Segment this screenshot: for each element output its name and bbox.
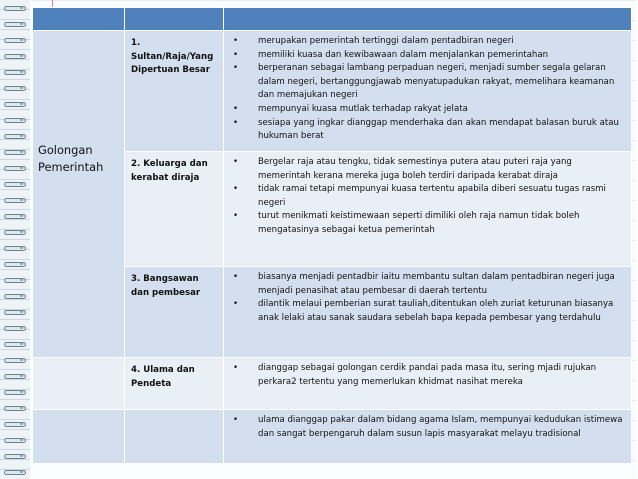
binding-ring [4, 262, 26, 267]
binding-ring [4, 406, 26, 411]
binding-ring [4, 374, 26, 379]
binding-ring [4, 342, 26, 347]
group-cell-empty [33, 410, 125, 464]
binding-ring [4, 310, 26, 315]
binding-ring [4, 166, 26, 171]
table-row [33, 358, 632, 410]
subgroup-label [125, 410, 224, 464]
bullet-icon: • [233, 117, 239, 128]
binding-ring [4, 70, 26, 75]
binding-ring [4, 182, 26, 187]
binding-ring [4, 214, 26, 219]
list-item: • tidak ramai tetapi mempunyai kuasa tertentu apabila diberi sesuatu tugas rasmi negeri [233, 184, 606, 208]
header-cell-subgroup [125, 8, 224, 31]
bullet-icon: • [233, 63, 239, 74]
bullet-icon: • [233, 157, 239, 167]
binding-ring [4, 134, 26, 139]
bullet-icon: • [233, 363, 239, 373]
bullet-icon: • [233, 415, 239, 425]
binding-ring [4, 390, 26, 395]
list-item: • sesiapa yang ingkar dianggap menderhaka dan akan mendapat balasan buruk atau hukuman berat [233, 117, 619, 142]
binding-ring [4, 326, 26, 331]
description-cell [224, 410, 632, 464]
list-item: • biasanya menjadi pentadbir iaitu membantu sultan dalam pentadbiran negeri juga menjadi penasihat atau pembesar di daerah tertentu [233, 272, 615, 296]
description-cell [224, 358, 632, 410]
binding-ring [4, 470, 26, 475]
binding-ring [4, 54, 26, 59]
binding-ring [4, 150, 26, 155]
binding-ring [4, 198, 26, 203]
bullet-icon: • [233, 272, 239, 282]
subgroup-label: 1. Sultan/Raja/Yang Dipertuan Besar [125, 31, 224, 152]
list-item: • dianggap sebagai golongan cerdik pandai pada masa itu, sering mjadi rujukan perkara2 tertentu yang memerlukan khidmat nasihat mereka [233, 363, 597, 387]
binding-ring [4, 278, 26, 283]
binding-ring [4, 358, 26, 363]
group-label: Golongan Pemerintah [38, 143, 104, 174]
bullet-icon: • [233, 49, 239, 60]
binding-ring [4, 294, 26, 299]
binding-ring [4, 38, 26, 43]
bullet-icon: • [233, 103, 239, 114]
description-cell [224, 267, 632, 358]
list-item: • Bergelar raja atau tengku, tidak semestinya putera atau puteri raja yang memerintah kerana mereka juga boleh terdiri daripada kerabat diraja [233, 157, 572, 181]
binding-ring [4, 246, 26, 251]
subgroup-label: 2. Keluarga dan kerabat diraja [125, 152, 224, 267]
bullet-icon: • [233, 211, 239, 222]
list-item: • memiliki kuasa dan kewibawaan dalam menjalankan pemerintahan [224, 49, 625, 63]
subgroup-label: 3. Bangsawan dan pembesar [125, 267, 224, 358]
header-cell-description [224, 8, 632, 31]
list-item: • turut menikmati keistimewaan seperti dimiliki oleh raja namun tidak boleh mengatasinya sebagai ketua pemerintah [233, 211, 580, 235]
list-item: • ulama dianggap pakar dalam bidang agama Islam, mempunyai kedudukan istimewa dan sangat berpengaruh dalam susun lapis masyarakat melayu tradisional [233, 415, 623, 439]
binding-ring [4, 230, 26, 235]
description-cell [224, 31, 632, 152]
header-cell-group [33, 8, 125, 31]
bullet-icon: • [233, 36, 239, 46]
subgroup-label: 4. Ulama dan Pendeta [125, 358, 224, 410]
bullet-icon: • [233, 184, 239, 195]
binding-ring [4, 454, 26, 459]
binding-ring [4, 86, 26, 91]
binding-ring [4, 422, 26, 427]
list-item: • mempunyai kuasa mutlak terhadap rakyat jelata [224, 103, 625, 117]
table-header-row [33, 8, 632, 31]
binding-ring [4, 6, 26, 11]
binding-ring [4, 118, 26, 123]
social-structure-table [32, 7, 632, 464]
binding-ring [4, 102, 26, 107]
list-item: • merupakan pemerintah tertinggi dalam pentadbiran negeri [224, 35, 625, 49]
group-cell [33, 31, 125, 358]
bullet-icon: • [233, 299, 239, 310]
list-item: • berperanan sebagai lambang perpaduan negeri, menjadi sumber segala gelaran dalam negeri, bertanggungjawab menyatupadukan rakyat, memelihara keamanan dan memajukan negeri [233, 63, 615, 101]
notebook-binding [0, 0, 30, 479]
group-cell-empty [33, 358, 125, 410]
binding-ring [4, 438, 26, 443]
table-row [33, 410, 632, 464]
binding-ring [4, 22, 26, 27]
table-row [33, 31, 632, 152]
list-item: • dilantik melaui pemberian surat tauliah,ditentukan oleh zuriat keturunan biasanya anak lelaki atau sanak saudara sebelah bapa kepada pembesar yang terdahulu [233, 299, 614, 323]
description-cell [224, 152, 632, 267]
